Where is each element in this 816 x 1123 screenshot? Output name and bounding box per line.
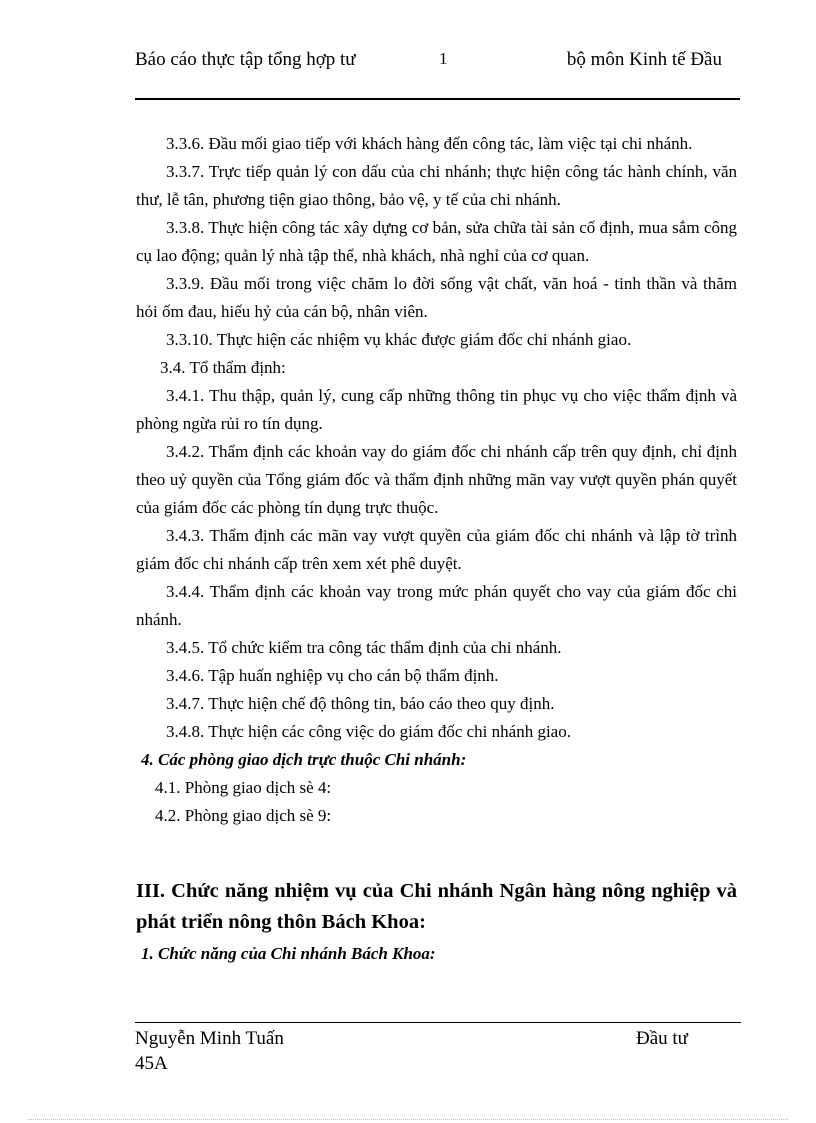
paragraph-3-4-2: 3.4.2. Thẩm định các khoản vay do giám đốc chi nhánh cấp trên quy định, chỉ định theo uỷ quyền của Tổng giám đốc và thẩm định những mãn vay vượt quyền phán quyết của giám đốc các phòng tín dụng trực thuộc. (136, 442, 737, 517)
paragraph-3-4-5: 3.4.5. Tổ chức kiểm tra công tác thẩm định của chi nhánh. (166, 638, 562, 657)
footer-author (135, 1026, 284, 1076)
header-report-title: Báo cáo thực tập tổng hợp tư (135, 49, 356, 70)
paragraph-3-3-7: 3.3.7. Trực tiếp quản lý con dấu của chi nhánh; thực hiện công tác hành chính, văn thư, lễ tân, phương tiện giao thông, bảo vệ, y tế của chi nhánh. (136, 162, 737, 209)
paragraph-3-4-3: 3.4.3. Thẩm định các mãn vay vượt quyền của giám đốc chi nhánh và lập tờ trình giám đốc chi nhánh cấp trên xem xét phê duyệt. (136, 526, 737, 573)
paragraph-3-4-4: 3.4.4. Thẩm định các khoản vay trong mức phán quyết cho vay của giám đốc chi nhánh. (136, 582, 737, 629)
footer-major: Đầu tư (636, 1028, 688, 1049)
subheading-3-4: 3.4. Tổ thẩm định: (160, 358, 286, 377)
footer-divider (135, 1022, 741, 1023)
page-header (135, 48, 740, 100)
paragraph-3-4-7: 3.4.7. Thực hiện chế độ thông tin, báo cáo theo quy định. (166, 694, 555, 713)
document-body (136, 130, 737, 830)
paragraph-3-4-6: 3.4.6. Tập huấn nghiệp vụ cho cán bộ thẩm định. (166, 666, 499, 685)
paragraph-3-3-9: 3.3.9. Đầu mối trong việc chăm lo đời sống vật chất, văn hoá - tinh thần và thăm hỏi ốm đau, hiếu hỷ của cán bộ, nhân viên. (136, 274, 737, 321)
paragraph-3-3-10: 3.3.10. Thực hiện các nhiệm vụ khác được giám đốc chi nhánh giao. (166, 330, 632, 349)
page-bottom-dotted-line (28, 1119, 788, 1120)
header-department: bộ môn Kinh tế Đầu (566, 49, 722, 70)
section-iii-heading: III. Chức năng nhiệm vụ của Chi nhánh Ngân hàng nông nghiệp và phát triển nông thôn Bách Khoa: (136, 880, 737, 933)
heading-4: 4. Các phòng giao dịch trực thuộc Chi nhánh: (141, 750, 467, 769)
subitem-4-1: 4.1. Phòng giao dịch sè 4: (155, 778, 332, 797)
paragraph-3-3-8: 3.3.8. Thực hiện công tác xây dựng cơ bản, sửa chữa tài sản cố định, mua sắm công cụ lao động; quản lý nhà tập thể, nhà khách, nhà nghỉ của cơ quan. (136, 218, 737, 265)
subsection-1-heading: 1. Chức năng của Chi nhánh Bách Khoa: (141, 944, 436, 963)
paragraph-3-4-1: 3.4.1. Thu thập, quản lý, cung cấp những thông tin phục vụ cho việc thẩm định và phòng ngừa rủi ro tín dụng. (136, 386, 737, 433)
page-number: 1 (439, 49, 448, 68)
paragraph-3-4-8: 3.4.8. Thực hiện các công việc do giám đốc chi nhánh giao. (166, 722, 571, 741)
footer-author-class: 45A (135, 1053, 168, 1074)
footer-author-name: Nguyễn Minh Tuấn (135, 1028, 284, 1049)
paragraph-3-3-6: 3.3.6. Đầu mối giao tiếp với khách hàng đến công tác, làm việc tại chi nhánh. (166, 134, 693, 153)
subitem-4-2: 4.2. Phòng giao dịch sè 9: (155, 806, 332, 825)
